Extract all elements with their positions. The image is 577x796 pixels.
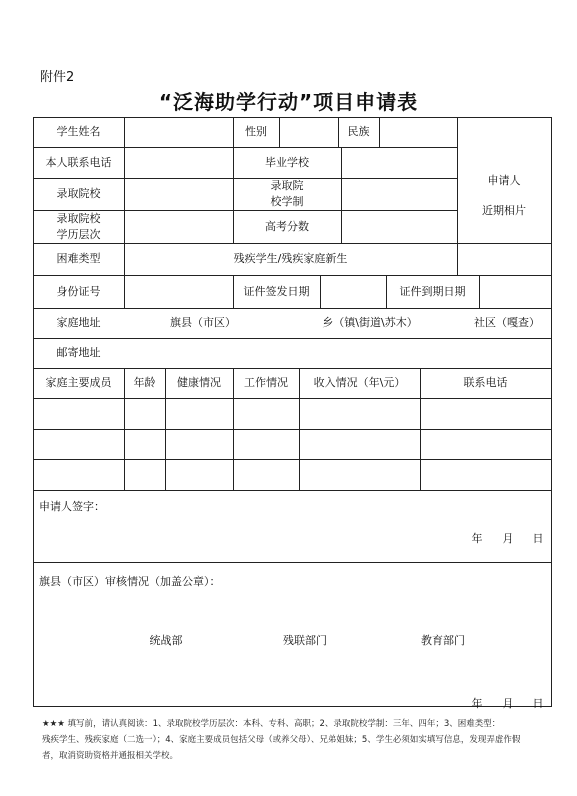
input-phone[interactable] (124, 147, 233, 178)
label-ethnicity: 民族 (347, 125, 370, 138)
label-gender: 性别 (245, 125, 267, 138)
sig-year: 年 (471, 532, 483, 545)
label-applicant-signature: 申请人签字： (39, 500, 105, 513)
family-row[interactable] (33, 459, 551, 490)
photo-label-line2: 近期相片 (482, 204, 526, 217)
family-header-income: 收入情况（年\元） (313, 376, 406, 389)
family-header-phone: 联系电话 (463, 376, 508, 389)
row-line (33, 562, 551, 563)
page-title: “泛海助学行动”项目申请表 (158, 90, 419, 114)
input-student-name[interactable] (124, 117, 233, 147)
label-home-address: 家庭地址 (56, 316, 101, 329)
border-right (551, 117, 552, 707)
dept-disabled-federation: 残联部门 (283, 634, 327, 647)
college-duration-line2: 校学制 (270, 195, 304, 208)
family-row[interactable] (33, 429, 551, 459)
label-admitted-college: 录取院校 (56, 187, 101, 200)
label-id-issue-date: 证件签发日期 (243, 284, 310, 298)
input-ethnicity[interactable] (379, 117, 457, 147)
addr-community: 社区（嘎查） (474, 316, 540, 329)
input-graduated-school[interactable] (341, 147, 457, 178)
notes-line-1: ★★★ 填写前，请认真阅读：1、录取院校学历层次：本科、专科、高职；2、录取院校学制：三年、四年；3、困难类型： (42, 719, 501, 729)
family-header-work: 工作情况 (244, 376, 288, 389)
addr-county: 旗县（市区） (170, 316, 236, 329)
row-line (33, 490, 551, 491)
label-phone: 本人联系电话 (45, 155, 112, 169)
label-college-duration (233, 178, 341, 210)
family-header-age: 年龄 (133, 376, 156, 389)
filling-notes (42, 716, 552, 764)
sig-month: 月 (502, 532, 514, 545)
photo-label-line1: 申请人 (487, 174, 521, 187)
input-id-expiry-date[interactable] (479, 275, 551, 308)
input-mailing-address[interactable] (124, 338, 551, 368)
notes-line-3: 者，取消资助资格并通报相关学校。 (42, 751, 179, 761)
input-id-number[interactable] (124, 275, 233, 308)
label-hardship-type: 困难类型 (56, 252, 101, 265)
review-day: 日 (532, 697, 544, 710)
value-hardship-type: 残疾学生/残疾家庭新生 (233, 252, 348, 265)
label-id-expiry-date: 证件到期日期 (399, 284, 466, 298)
attachment-label: 附件2 (40, 70, 75, 85)
photo-placeholder[interactable] (457, 117, 551, 275)
input-id-issue-date[interactable] (320, 275, 386, 308)
label-mailing-address: 邮寄地址 (56, 346, 101, 359)
family-header-health: 健康情况 (177, 376, 221, 389)
college-level-line1: 录取院校 (56, 211, 101, 225)
label-id-number: 身份证号 (56, 284, 101, 298)
family-header-member: 家庭主要成员 (45, 376, 112, 389)
dept-united-front: 统战部 (149, 634, 183, 647)
label-graduated-school: 毕业学校 (265, 155, 309, 169)
notes-line-2: 残疾学生、残疾家庭（二选一）；4、家庭主要成员包括父母（或养父母）、兄弟姐妹；5、学生必须如实填写信息，发现弄虚作假 (42, 735, 521, 745)
addr-town: 乡（镇\街道\苏木） (322, 316, 418, 329)
review-year: 年 (471, 697, 483, 710)
input-gender[interactable] (279, 117, 338, 147)
input-gaokao-score[interactable] (341, 210, 457, 243)
college-duration-line1: 录取院 (270, 179, 304, 192)
college-level-line2: 学历层次 (56, 227, 101, 241)
label-student-name: 学生姓名 (56, 125, 101, 138)
input-college-level[interactable] (124, 210, 233, 243)
application-form-table (33, 117, 551, 710)
dept-education: 教育部门 (421, 634, 465, 647)
label-college-level (33, 210, 124, 243)
review-month: 月 (502, 697, 514, 710)
input-college-duration[interactable] (341, 178, 457, 210)
label-review: 旗县（市区）审核情况（加盖公章）： (39, 575, 221, 588)
family-row[interactable] (33, 398, 551, 429)
input-admitted-college[interactable] (124, 178, 233, 210)
sig-day: 日 (532, 532, 544, 545)
label-gaokao-score: 高考分数 (265, 219, 309, 233)
